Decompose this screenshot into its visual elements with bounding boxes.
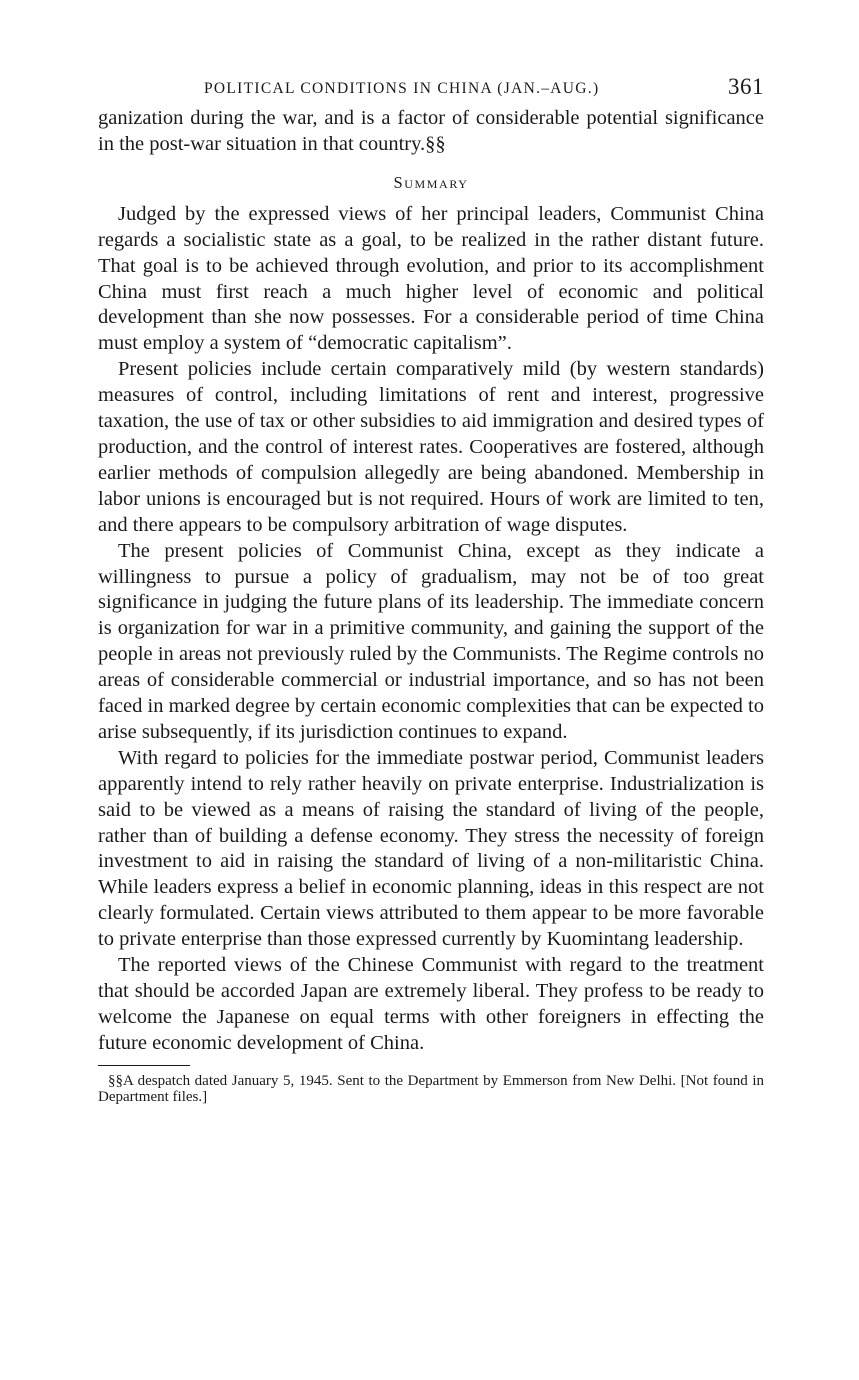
running-title: POLITICAL CONDITIONS IN CHINA (JAN.–AUG.) bbox=[204, 80, 600, 97]
document-page bbox=[98, 72, 764, 1106]
paragraph-1: Judged by the expressed views of her principal leaders, Communist China regards a socialistic state as a goal, to be realized in the rather distant future. That goal is to be achieved through evolution, and prior to its accomplishment China must first reach a much higher level of economic and political development than she now possesses. For a considerable period of time China must employ a system of “democratic capitalism”. bbox=[98, 202, 764, 355]
footnote-text: §§A despatch dated January 5, 1945. Sent to the Department by Emmerson from New Delhi. [Not found in Department files.] bbox=[98, 1072, 764, 1106]
page-number: 361 bbox=[728, 74, 764, 99]
paragraph-4: With regard to policies for the immediate postwar period, Communist leaders apparently intend to rely rather heavily on private enterprise. Industrialization is said to be viewed as a means of raising the standard of living of the people, rather than of building a defense economy. They stress the necessity of foreign investment to aid in raising the standard of living of a non-militaristic China. While leaders express a belief in economic planning, ideas in this respect are not clearly formulated. Certain views attributed to them appear to be more favorable to private enterprise than those expressed currently by Kuomintang leadership. bbox=[98, 746, 764, 951]
footnote-divider bbox=[98, 1065, 190, 1066]
body-text bbox=[98, 106, 764, 1057]
paragraph-5: The reported views of the Chinese Communist with regard to the treatment that should be accorded Japan are extremely liberal. They profess to be ready to welcome the Japanese on equal terms with other foreigners in effecting the future economic development of China. bbox=[98, 954, 764, 1054]
running-header bbox=[98, 72, 764, 106]
footnote bbox=[98, 1073, 764, 1106]
section-heading: Summary bbox=[393, 172, 469, 192]
paragraph-2: Present policies include certain comparatively mild (by western standards) measures of control, including limitations of rent and interest, progressive taxation, the use of tax or other subsidies to aid immigration and desired types of production, and the control of interest rates. Cooperatives are fostered, although earlier methods of compulsion allegedly are being abandoned. Membership in labor unions is encouraged but is not required. Hours of work are limited to ten, and there appears to be compulsory arbitration of wage disputes. bbox=[98, 358, 764, 536]
paragraph-3: The present policies of Communist China, except as they indicate a willingness to pursue a policy of gradualism, may not be of too great significance in judging the future plans of its leadership. The immediate concern is organization for war in a primitive community, and gaining the support of the people in areas not previously ruled by the Communists. The Regime controls no areas of considerable commercial or industrial importance, and so has not been faced in marked degree by certain economic complexities that can be expected to arise subsequently, if its jurisdiction continues to expand. bbox=[98, 539, 764, 743]
continuation-paragraph: ganization during the war, and is a factor of considerable potential significance in the post-war situation in that country.§§ bbox=[98, 107, 764, 155]
